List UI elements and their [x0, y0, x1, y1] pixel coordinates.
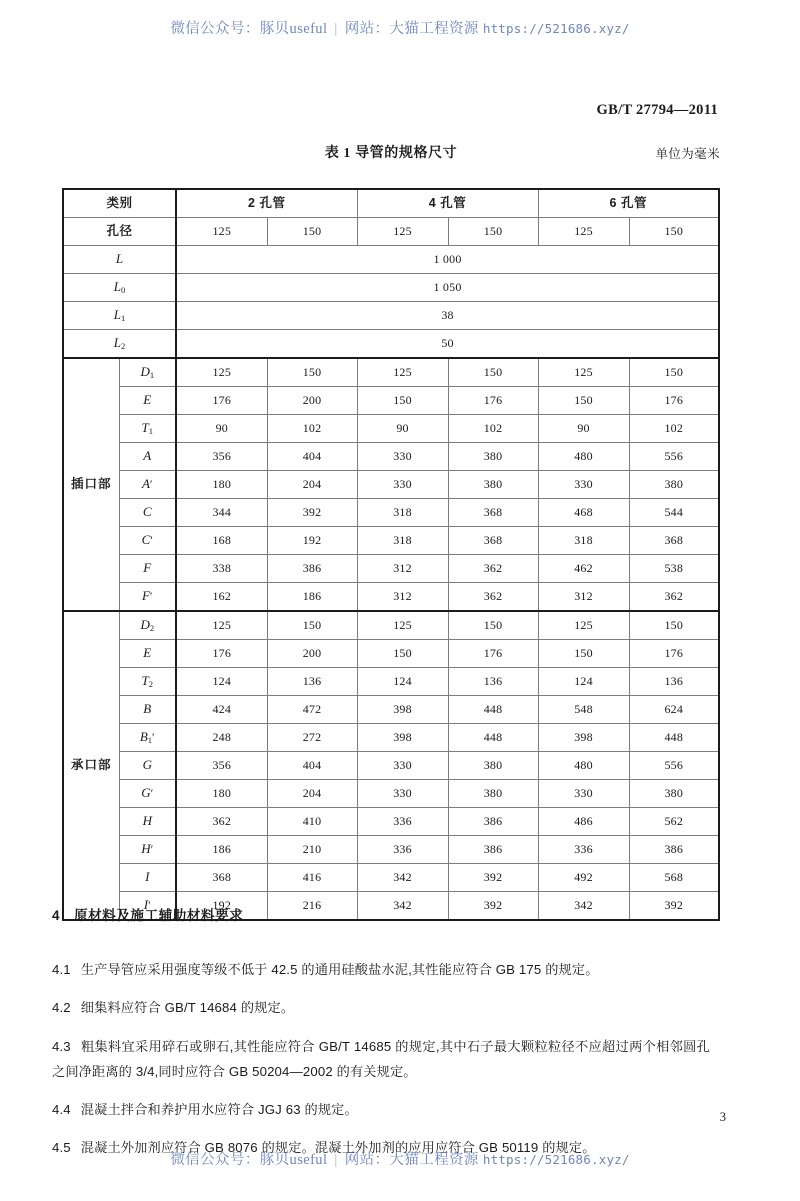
watermark-wechat-label: 微信公众号：豚贝useful	[170, 21, 328, 37]
table-row	[63, 864, 719, 892]
header-cell-pipe-group: 2 孔管	[176, 189, 357, 218]
data-cell: 168	[176, 527, 267, 555]
data-cell: 330	[538, 471, 629, 499]
watermark-header	[0, 17, 800, 38]
data-cell: 102	[629, 415, 719, 443]
row-symbol-cell: $B_1'$	[119, 724, 176, 752]
clause-number: 4.4	[52, 1101, 71, 1117]
data-cell: 125	[538, 358, 629, 387]
data-cell: 90	[538, 415, 629, 443]
table-row	[63, 555, 719, 583]
table-row	[63, 527, 719, 555]
row-symbol-cell: L	[63, 246, 176, 274]
table-row	[63, 499, 719, 527]
data-cell: 102	[267, 415, 357, 443]
data-cell: 368	[629, 527, 719, 555]
data-cell: 176	[176, 387, 267, 415]
header-cell-bore-value: 125	[357, 218, 448, 246]
data-cell: 480	[538, 443, 629, 471]
header-cell-bore-value: 150	[267, 218, 357, 246]
watermark-separator: |	[334, 21, 338, 37]
data-cell: 380	[448, 443, 538, 471]
data-cell: 124	[538, 668, 629, 696]
row-symbol-cell: $L_1$	[63, 302, 176, 330]
row-span-value-cell: 1 000	[176, 246, 719, 274]
data-cell: 150	[267, 611, 357, 640]
data-cell: 330	[538, 780, 629, 808]
row-symbol-cell: I′	[119, 892, 176, 921]
row-symbol-cell: $T_2$	[119, 668, 176, 696]
data-cell: 162	[176, 583, 267, 612]
data-cell: 136	[629, 668, 719, 696]
data-cell: 548	[538, 696, 629, 724]
table-row	[63, 808, 719, 836]
data-cell: 125	[176, 358, 267, 387]
table-row	[63, 611, 719, 640]
data-cell: 480	[538, 752, 629, 780]
row-symbol-cell: A′	[119, 471, 176, 499]
clause-text: 粗集料宜采用碎石或卵石,其性能应符合 GB/T 14685 的规定,其中石子最大颗粒粒径不应超过两个相邻圆孔之间净距离的 3/4,同时应符合 GB 50204—2002 的有关规定。	[52, 1038, 710, 1079]
data-cell: 186	[267, 583, 357, 612]
data-cell: 150	[357, 387, 448, 415]
header-cell-pipe-group: 6 孔管	[538, 189, 719, 218]
watermark-site-label: 网站：大猫工程资源	[344, 1152, 479, 1168]
header-cell-bore-value: 150	[629, 218, 719, 246]
table-row	[63, 836, 719, 864]
row-symbol-cell: H	[119, 808, 176, 836]
data-cell: 362	[629, 583, 719, 612]
data-cell: 150	[357, 640, 448, 668]
row-symbol-cell: $D_2$	[119, 611, 176, 640]
data-cell: 342	[357, 892, 448, 921]
data-cell: 386	[448, 808, 538, 836]
data-cell: 204	[267, 471, 357, 499]
data-cell: 462	[538, 555, 629, 583]
data-cell: 312	[357, 583, 448, 612]
data-cell: 386	[448, 836, 538, 864]
data-cell: 125	[357, 358, 448, 387]
data-cell: 125	[357, 611, 448, 640]
row-symbol-cell: $L_0$	[63, 274, 176, 302]
clause	[52, 957, 710, 982]
data-cell: 312	[357, 555, 448, 583]
data-cell: 192	[176, 892, 267, 921]
data-cell: 248	[176, 724, 267, 752]
row-symbol-cell: F′	[119, 583, 176, 612]
data-cell: 176	[176, 640, 267, 668]
data-cell: 136	[448, 668, 538, 696]
data-cell: 136	[267, 668, 357, 696]
clause-list	[52, 944, 710, 1162]
data-cell: 492	[538, 864, 629, 892]
data-cell: 192	[267, 527, 357, 555]
table-row	[63, 752, 719, 780]
data-cell: 624	[629, 696, 719, 724]
data-cell: 176	[448, 387, 538, 415]
data-cell: 392	[267, 499, 357, 527]
section-number: 4	[52, 908, 61, 923]
table-units-note: 单位为毫米	[655, 147, 720, 161]
table-header-row-bore	[63, 218, 719, 246]
data-cell: 318	[357, 527, 448, 555]
table-row	[63, 330, 719, 359]
data-cell: 568	[629, 864, 719, 892]
data-cell: 362	[448, 555, 538, 583]
table-row	[63, 387, 719, 415]
row-symbol-cell: B	[119, 696, 176, 724]
row-span-value-cell: 1 050	[176, 274, 719, 302]
table-row	[63, 302, 719, 330]
table-row	[63, 274, 719, 302]
data-cell: 404	[267, 443, 357, 471]
data-cell: 556	[629, 752, 719, 780]
spec-table-body	[63, 189, 719, 920]
row-symbol-cell: C	[119, 499, 176, 527]
data-cell: 380	[629, 471, 719, 499]
data-cell: 312	[538, 583, 629, 612]
clause	[52, 995, 710, 1020]
data-cell: 356	[176, 752, 267, 780]
row-symbol-cell: $D_1$	[119, 358, 176, 387]
data-cell: 200	[267, 640, 357, 668]
table-row	[63, 640, 719, 668]
data-cell: 90	[176, 415, 267, 443]
row-symbol-cell: $T_1$	[119, 415, 176, 443]
watermark-url: https://521686.xyz/	[482, 21, 630, 36]
data-cell: 150	[448, 358, 538, 387]
data-cell: 380	[448, 780, 538, 808]
data-cell: 410	[267, 808, 357, 836]
data-cell: 556	[629, 443, 719, 471]
row-symbol-cell: E	[119, 387, 176, 415]
data-cell: 180	[176, 780, 267, 808]
data-cell: 330	[357, 471, 448, 499]
data-cell: 176	[448, 640, 538, 668]
clause-text: 生产导管应采用强度等级不低于 42.5 的通用硅酸盐水泥,其性能应符合 GB 175 的规定。	[80, 962, 599, 978]
clause-number: 4.3	[52, 1038, 71, 1054]
data-cell: 102	[448, 415, 538, 443]
header-cell-pipe-group: 4 孔管	[357, 189, 538, 218]
data-cell: 398	[357, 724, 448, 752]
data-cell: 448	[629, 724, 719, 752]
data-cell: 416	[267, 864, 357, 892]
table-row	[63, 668, 719, 696]
row-span-value-cell: 50	[176, 330, 719, 359]
row-span-value-cell: 38	[176, 302, 719, 330]
data-cell: 448	[448, 724, 538, 752]
data-cell: 424	[176, 696, 267, 724]
data-cell: 210	[267, 836, 357, 864]
data-cell: 380	[448, 752, 538, 780]
table-row	[63, 246, 719, 274]
data-cell: 336	[538, 836, 629, 864]
clause-text: 混凝土外加剂应符合 GB 8076 的规定。混凝土外加剂的应用应符合 GB 50119 的规定。	[80, 1139, 596, 1155]
watermark-footer	[0, 1148, 800, 1169]
section-title: 原材料及施工辅助材料要求	[74, 908, 244, 923]
data-cell: 468	[538, 499, 629, 527]
data-cell: 186	[176, 836, 267, 864]
table-caption: 表 1 导管的规格尺寸	[324, 146, 458, 161]
data-cell: 380	[448, 471, 538, 499]
section-label-cell: 承口部	[63, 611, 119, 920]
data-cell: 472	[267, 696, 357, 724]
row-symbol-cell: H′	[119, 836, 176, 864]
data-cell: 330	[357, 752, 448, 780]
watermark-site-label: 网站：大猫工程资源	[344, 21, 479, 37]
clause-text: 细集料应符合 GB/T 14684 的规定。	[80, 1000, 295, 1016]
header-cell-bore-value: 125	[176, 218, 267, 246]
data-cell: 90	[357, 415, 448, 443]
header-cell-bore-value: 125	[538, 218, 629, 246]
clause-number: 4.1	[52, 962, 71, 978]
data-cell: 318	[357, 499, 448, 527]
clause-text: 混凝土拌合和养护用水应符合 JGJ 63 的规定。	[80, 1101, 358, 1117]
clause-number: 4.5	[52, 1139, 71, 1155]
section-heading	[52, 904, 243, 924]
data-cell: 368	[448, 499, 538, 527]
page-number: 3	[719, 1110, 726, 1124]
data-cell: 342	[357, 864, 448, 892]
clause	[52, 1034, 710, 1084]
data-cell: 398	[357, 696, 448, 724]
table-row	[63, 780, 719, 808]
data-cell: 362	[448, 583, 538, 612]
data-cell: 448	[448, 696, 538, 724]
data-cell: 150	[629, 358, 719, 387]
data-cell: 386	[629, 836, 719, 864]
data-cell: 562	[629, 808, 719, 836]
data-cell: 344	[176, 499, 267, 527]
row-symbol-cell: F	[119, 555, 176, 583]
table-row	[63, 583, 719, 612]
data-cell: 338	[176, 555, 267, 583]
data-cell: 318	[538, 527, 629, 555]
data-cell: 176	[629, 387, 719, 415]
table-row	[63, 724, 719, 752]
header-cell-bore-value: 150	[448, 218, 538, 246]
data-cell: 330	[357, 443, 448, 471]
data-cell: 125	[538, 611, 629, 640]
data-cell: 180	[176, 471, 267, 499]
table-row	[63, 358, 719, 387]
clause	[52, 1097, 710, 1122]
standard-number: GB/T 27794—2011	[596, 102, 718, 118]
row-symbol-cell: $L_2$	[63, 330, 176, 359]
data-cell: 204	[267, 780, 357, 808]
section-label-cell: 插口部	[63, 358, 119, 611]
data-cell: 362	[176, 808, 267, 836]
watermark-url: https://521686.xyz/	[482, 1152, 630, 1167]
data-cell: 486	[538, 808, 629, 836]
data-cell: 124	[176, 668, 267, 696]
watermark-separator: |	[334, 1152, 338, 1168]
data-cell: 336	[357, 808, 448, 836]
data-cell: 150	[448, 611, 538, 640]
row-symbol-cell: A	[119, 443, 176, 471]
data-cell: 398	[538, 724, 629, 752]
row-symbol-cell: G′	[119, 780, 176, 808]
data-cell: 124	[357, 668, 448, 696]
header-cell-category: 类别	[63, 189, 176, 218]
data-cell: 330	[357, 780, 448, 808]
data-cell: 216	[267, 892, 357, 921]
data-cell: 386	[267, 555, 357, 583]
table-row	[63, 696, 719, 724]
header-cell-bore: 孔径	[63, 218, 176, 246]
data-cell: 150	[267, 358, 357, 387]
data-cell: 150	[538, 640, 629, 668]
data-cell: 125	[176, 611, 267, 640]
data-cell: 404	[267, 752, 357, 780]
watermark-wechat-label: 微信公众号：豚贝useful	[170, 1152, 328, 1168]
data-cell: 544	[629, 499, 719, 527]
data-cell: 538	[629, 555, 719, 583]
data-cell: 272	[267, 724, 357, 752]
clause-number: 4.2	[52, 1000, 71, 1016]
data-cell: 392	[448, 864, 538, 892]
table-caption-row	[62, 142, 720, 162]
data-cell: 368	[448, 527, 538, 555]
row-symbol-cell: C′	[119, 527, 176, 555]
data-cell: 176	[629, 640, 719, 668]
data-cell: 392	[448, 892, 538, 921]
row-symbol-cell: E	[119, 640, 176, 668]
data-cell: 150	[629, 611, 719, 640]
table-row	[63, 471, 719, 499]
table-header-row-category	[63, 189, 719, 218]
row-symbol-cell: I	[119, 864, 176, 892]
data-cell: 342	[538, 892, 629, 921]
row-symbol-cell: G	[119, 752, 176, 780]
data-cell: 336	[357, 836, 448, 864]
data-cell: 356	[176, 443, 267, 471]
data-cell: 392	[629, 892, 719, 921]
table-row	[63, 443, 719, 471]
data-cell: 200	[267, 387, 357, 415]
table-row	[63, 415, 719, 443]
data-cell: 150	[538, 387, 629, 415]
spec-table	[62, 188, 720, 921]
data-cell: 368	[176, 864, 267, 892]
data-cell: 380	[629, 780, 719, 808]
